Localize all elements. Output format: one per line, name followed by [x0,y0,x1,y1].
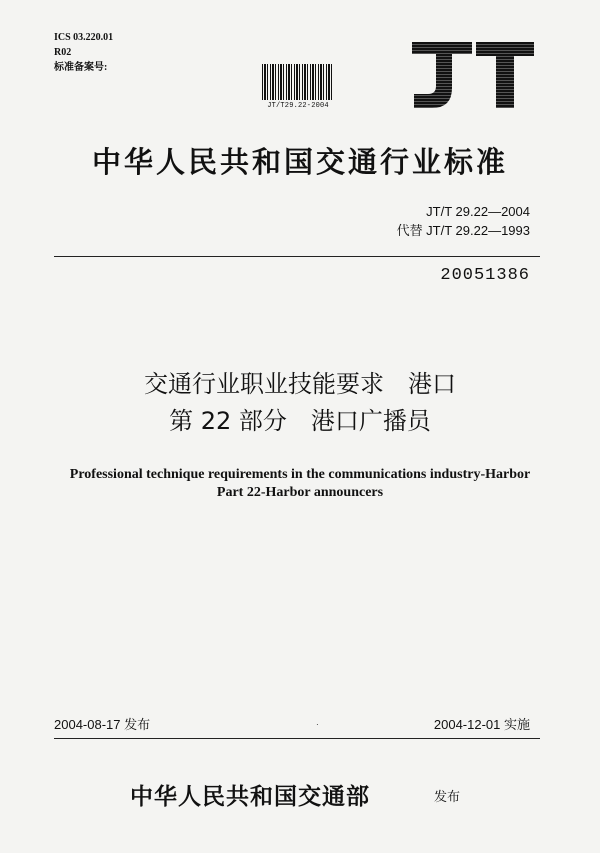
top-divider [54,256,540,257]
english-title [0,466,600,502]
jt-logo [406,38,538,114]
standard-number: JT/T 29.22—2004 [426,204,530,219]
chinese-title-line2: 第 22 部分 港口广播员 [169,407,431,435]
barcode-bars [262,64,334,100]
replaces-number: 代替 JT/T 29.22—1993 [396,223,530,238]
jt-logo-graphic [406,38,538,114]
stamp-number: 20051386 [440,266,530,285]
barcode [262,64,334,120]
english-title-line2: Part 22-Harbor announcers [216,485,384,500]
separator-dot: · [316,720,319,729]
filing-label: 标准备案号: [54,62,108,73]
chinese-title-line1: 交通行业职业技能要求 港口 [144,370,456,398]
effective-date: 2004-12-01 实施 [433,717,530,732]
publisher-name: 中华人民共和国交通部 [130,783,370,810]
bottom-divider [54,738,540,739]
barcode-text: JT/T29.22-2004 [267,102,329,110]
issue-date: 2004-08-17 发布 [54,717,151,732]
ics-code: ICS 03.220.01 [54,32,114,43]
category-code: R02 [54,47,72,58]
meta-block [54,30,113,75]
standard-codes [397,202,530,240]
chinese-title [0,366,600,440]
publish-label: 发布 [434,790,461,805]
english-title-line1: Professional technique requirements in the communications industry-Harbor [69,467,531,482]
page-title: 中华人民共和国交通行业标准 [91,145,508,179]
